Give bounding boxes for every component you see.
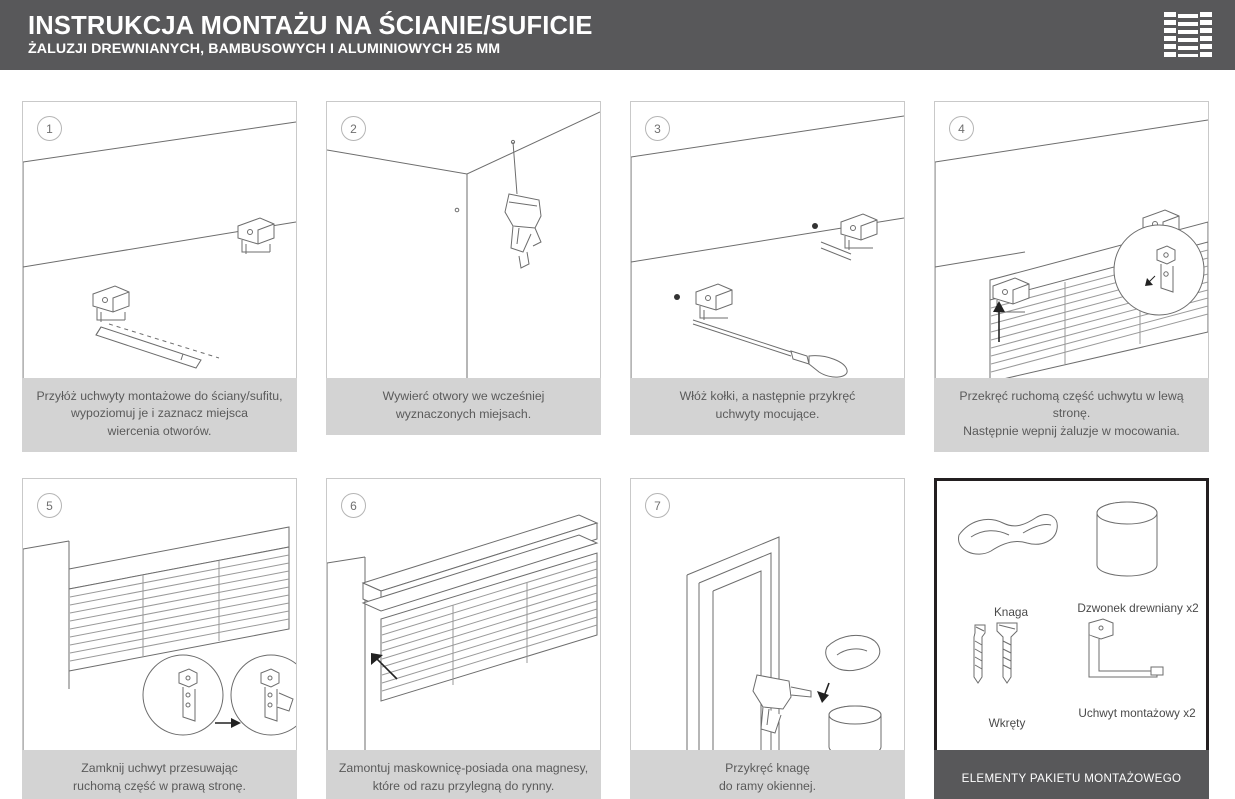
step-panel-6 [326, 478, 601, 799]
part-label-screws: Wkręty [988, 716, 1026, 731]
step-2-illustration [326, 101, 601, 378]
caption-line: wypoziomuj je i zaznacz miejsca [70, 406, 248, 421]
part-label-line: Dzwonek [1077, 601, 1126, 616]
step-3-caption [630, 378, 905, 435]
step-6-caption [326, 750, 601, 799]
page-header [0, 0, 1235, 70]
step-5-caption [22, 750, 297, 799]
step-1-illustration [22, 101, 297, 378]
caption-line: Włóż kołki, a następnie przykręć [679, 389, 856, 404]
step-panel-2 [326, 101, 601, 452]
steps-row-2 [22, 478, 1212, 799]
caption-line: Przekręć ruchomą część uchwytu w lewą stronę. [959, 389, 1184, 421]
caption-line: które od razu przylegną do rynny. [372, 778, 555, 793]
step-4-caption [934, 378, 1209, 452]
step-panel-7 [630, 478, 905, 799]
caption-line: wyznaczonych miejsach. [395, 406, 532, 421]
caption-line: Wywierć otwory we wcześniej [382, 389, 545, 404]
parts-panel [934, 478, 1209, 799]
step-number-badge: 4 [949, 116, 974, 141]
step-number-badge: 7 [645, 493, 670, 518]
caption-line: Zamontuj maskownicę-posiada ona magnesy, [338, 761, 589, 776]
step-panel-5 [22, 478, 297, 799]
part-label-line: drewniany x2 [1129, 601, 1199, 616]
step-3-illustration [630, 101, 905, 378]
page-subtitle: ŻALUZJI DREWNIANYCH, BAMBUSOWYCH I ALUMINIOWYCH 25 MM [28, 41, 501, 58]
blinds-logo-icon [1164, 10, 1212, 60]
step-number-badge: 1 [37, 116, 62, 141]
part-label-mounting-bracket: Uchwyt montażowy x2 [1078, 706, 1196, 721]
step-6-illustration [326, 478, 601, 750]
step-number-badge: 2 [341, 116, 366, 141]
step-7-illustration [630, 478, 905, 750]
step-4-illustration [934, 101, 1209, 378]
step-2-caption [326, 378, 601, 435]
parts-illustration [934, 478, 1209, 750]
step-1-caption [22, 378, 297, 452]
part-label-wooden-bell [1073, 601, 1203, 616]
step-7-caption [630, 750, 905, 799]
steps-grid [22, 101, 1212, 799]
step-number-badge: 3 [645, 116, 670, 141]
caption-line: uchwyty mocujące. [715, 406, 820, 421]
step-panel-3 [630, 101, 905, 452]
step-panel-1 [22, 101, 297, 452]
page-title: INSTRUKCJA MONTAŻU NA ŚCIANIE/SUFICIE [28, 11, 593, 40]
step-number-badge: 6 [341, 493, 366, 518]
caption-line: wiercenia otworów. [107, 423, 212, 438]
caption-line: Przyłóż uchwyty montażowe do ściany/sufitu, [36, 389, 283, 403]
caption-line: ruchomą część w prawą stronę. [73, 778, 246, 793]
parts-caption: ELEMENTY PAKIETU MONTAŻOWEGO [934, 750, 1209, 799]
step-5-illustration [22, 478, 297, 750]
caption-line: do ramy okiennej. [718, 778, 817, 793]
header-text-block [28, 13, 593, 58]
caption-line: Zamknij uchwyt przesuwając [81, 761, 238, 776]
caption-line: Przykręć knagę [725, 761, 810, 776]
caption-line: Następnie wepnij żaluzje w mocowania. [963, 423, 1180, 438]
steps-row-1 [22, 101, 1212, 452]
part-label-cleat: Knaga [993, 605, 1029, 620]
step-number-badge: 5 [37, 493, 62, 518]
step-panel-4 [934, 101, 1209, 452]
